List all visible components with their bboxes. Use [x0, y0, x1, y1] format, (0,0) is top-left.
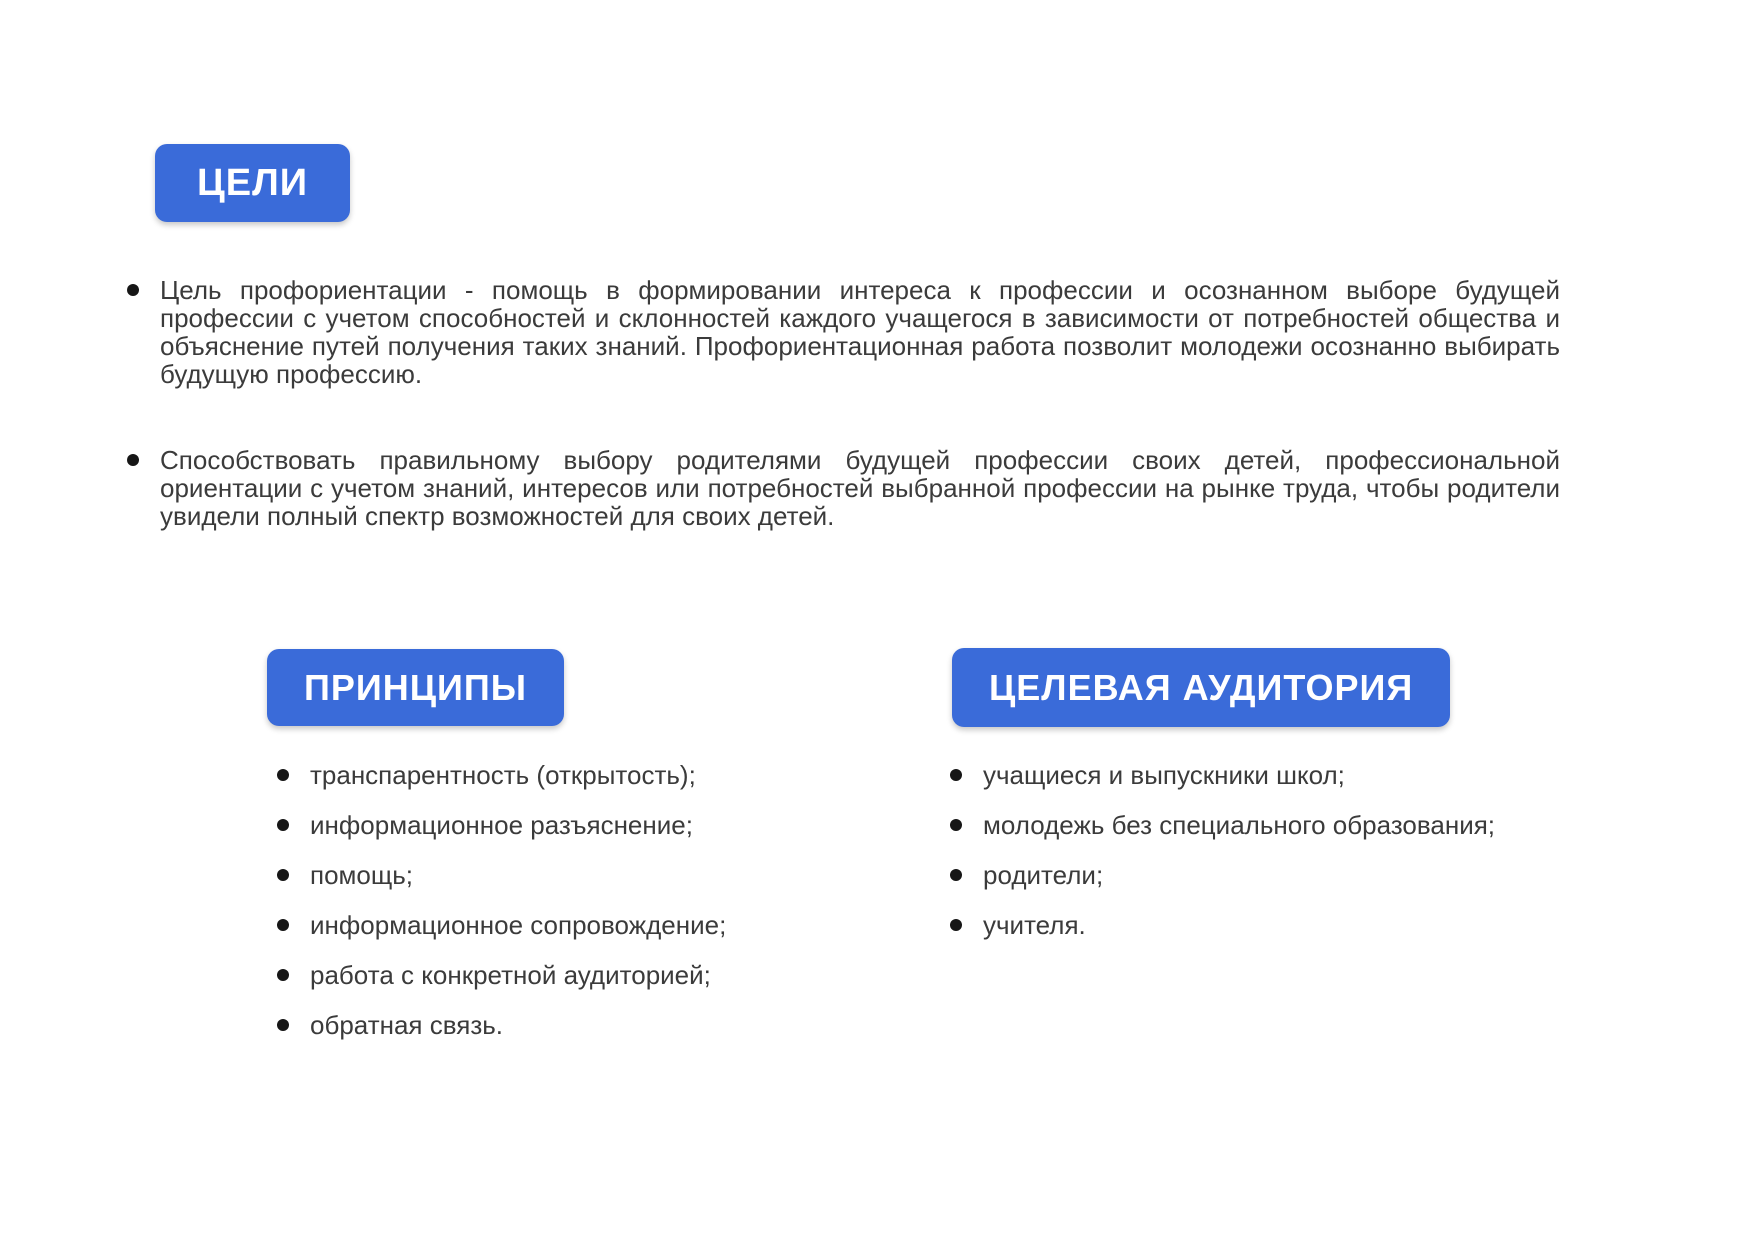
bullet-icon — [950, 919, 962, 931]
principle-text: работа с конкретной аудиторией; — [310, 960, 711, 990]
list-item — [950, 910, 1590, 940]
principles-heading-pill: ПРИНЦИПЫ — [267, 649, 564, 726]
goal-text: Способствовать правильному выбору родителями будущей профессии своих детей, профессиональной ориентации с учетом знаний, интересов или потребностей выбранной профессии на рынке труда, чтобы родители увидели полный спектр возможностей для своих детей. — [160, 445, 1560, 531]
list-item — [277, 860, 917, 890]
goals-heading-pill: ЦЕЛИ — [155, 144, 350, 222]
goal-text: Цель профориентации - помощь в формировании интереса к профессии и осознанном выборе будущей профессии с учетом способностей и склонностей каждого учащегося в зависимости от потребностей общества и объяснение путей получения таких знаний. Профориентационная работа позволит молодежи осознанно выбирать будущую профессию. — [160, 275, 1560, 389]
bullet-icon — [127, 454, 139, 466]
goals-list — [127, 276, 1560, 588]
list-item — [277, 1010, 917, 1040]
bullet-icon — [277, 769, 289, 781]
principle-text: транспарентность (открытость); — [310, 760, 696, 790]
bullet-icon — [950, 769, 962, 781]
audience-text: учителя. — [983, 910, 1086, 940]
audience-heading-pill: ЦЕЛЕВАЯ АУДИТОРИЯ — [952, 648, 1450, 727]
principles-list — [277, 760, 917, 1060]
list-item — [127, 446, 1560, 530]
principle-text: информационное сопровождение; — [310, 910, 727, 940]
audience-text: молодежь без специального образования; — [983, 810, 1496, 840]
list-item — [277, 810, 917, 840]
bullet-icon — [277, 969, 289, 981]
list-item — [277, 760, 917, 790]
list-item — [950, 810, 1590, 840]
audience-list — [950, 760, 1590, 960]
audience-text: учащиеся и выпускники школ; — [983, 760, 1345, 790]
audience-text: родители; — [983, 860, 1104, 890]
bullet-icon — [127, 284, 139, 296]
list-item — [277, 910, 917, 940]
list-item — [950, 760, 1590, 790]
list-item — [950, 860, 1590, 890]
bullet-icon — [277, 1019, 289, 1031]
list-item — [127, 276, 1560, 388]
bullet-icon — [950, 819, 962, 831]
principle-text: обратная связь. — [310, 1010, 504, 1040]
principle-text: информационное разъяснение; — [310, 810, 693, 840]
bullet-icon — [277, 869, 289, 881]
bullet-icon — [277, 819, 289, 831]
list-item — [277, 960, 917, 990]
bullet-icon — [277, 919, 289, 931]
bullet-icon — [950, 869, 962, 881]
principle-text: помощь; — [310, 860, 414, 890]
